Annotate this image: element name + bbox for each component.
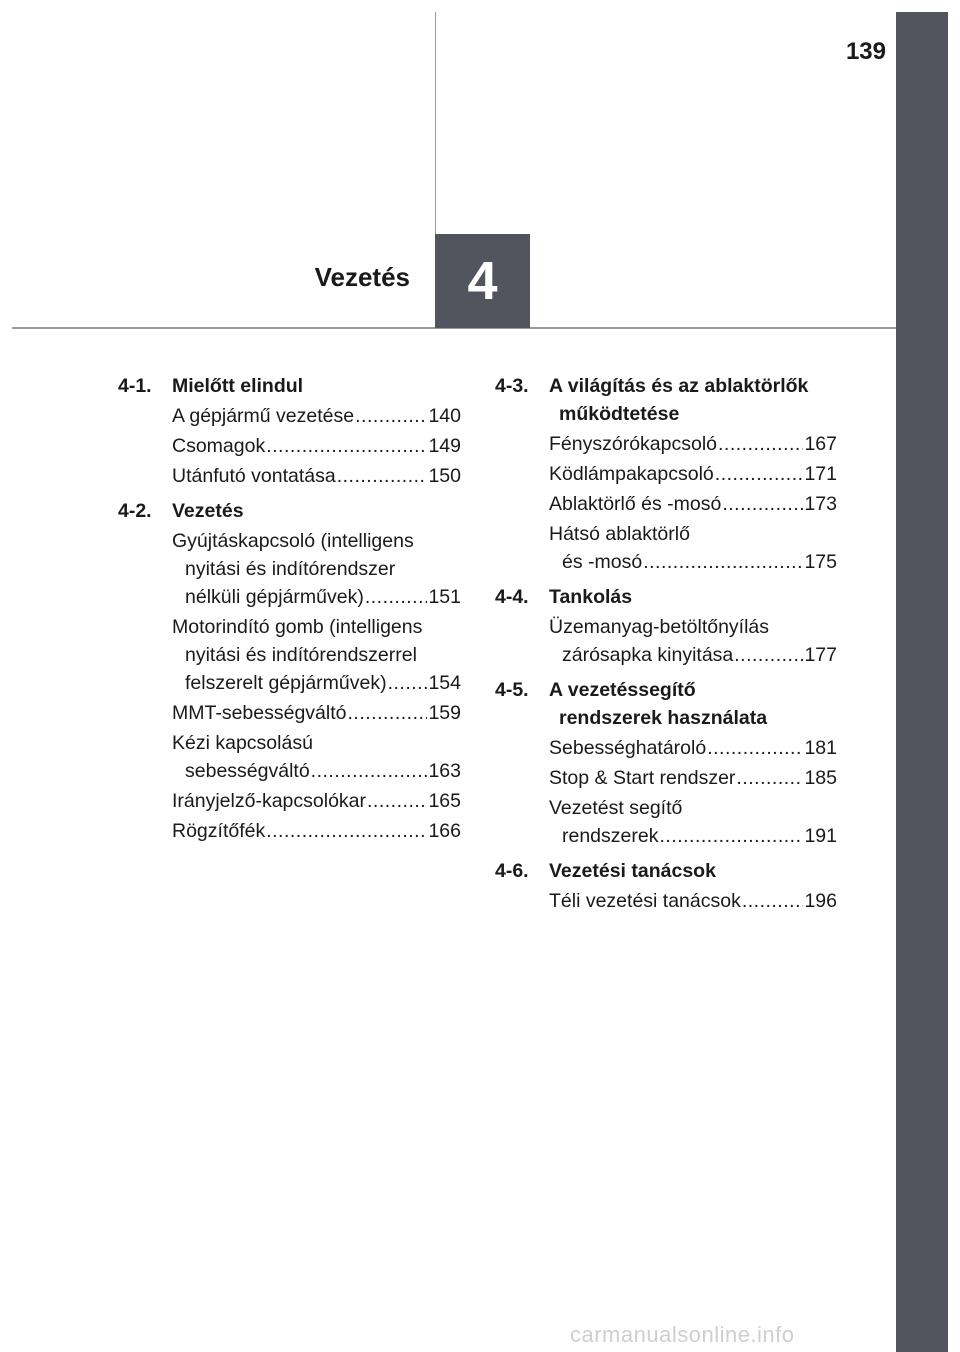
toc-column-right [495, 372, 837, 915]
section-title-line: Vezetés [172, 500, 244, 522]
toc-entry-last-line [172, 432, 461, 460]
toc-entry-title-line: nyitási és indítórendszerrel [185, 644, 417, 666]
toc-entry[interactable] [172, 613, 461, 697]
dot-leader [365, 583, 428, 611]
toc-entry-page: 196 [804, 890, 837, 912]
toc-entry-last-line [549, 887, 837, 915]
dot-leader [718, 430, 803, 458]
toc-entry-page: 185 [804, 767, 837, 789]
toc-entry-title-line: Vezetést segítő [549, 797, 683, 819]
toc-entry-title-line: Gyújtáskapcsoló (intelligens [172, 530, 414, 552]
page-number: 139 [845, 38, 886, 65]
toc-entry-title-line: Utánfutó vontatása [172, 465, 336, 487]
toc-entry-page: 191 [804, 825, 837, 847]
toc-entry-title-line: A gépjármű vezetése [172, 405, 355, 427]
toc-entry-title-line: Üzemanyag-betöltőnyílás [549, 616, 770, 638]
toc-entry[interactable] [172, 402, 461, 430]
toc-entry-title-line: Kézi kapcsolású [172, 732, 313, 754]
toc-entry[interactable] [172, 527, 461, 611]
dot-leader [388, 669, 428, 697]
toc-entry-title-line: rendszerek [562, 825, 659, 847]
toc-entry-page: 140 [428, 405, 461, 427]
toc-entry[interactable] [549, 430, 837, 458]
toc-entry-title-line: MMT-sebességváltó [172, 702, 347, 724]
toc-entry-title-line: Hátsó ablaktörlő [549, 523, 690, 545]
toc-entry-title-line: Motorindító gomb (intelligens [172, 616, 423, 638]
toc-entry-title-line: Téli vezetési tanácsok [549, 890, 741, 912]
toc-entry-last-line [172, 583, 461, 611]
toc-entry-title-line: zárósapka kinyitása [562, 644, 734, 666]
dot-leader [736, 764, 803, 792]
dot-leader [707, 734, 803, 762]
toc-entry[interactable] [172, 462, 461, 490]
toc-entry[interactable] [549, 887, 837, 915]
dot-leader [266, 432, 427, 460]
toc-entry-title-line: nyitási és indítórendszer [185, 558, 396, 580]
toc-entry-last-line [549, 734, 837, 762]
toc-entry-page: 165 [428, 790, 461, 812]
dot-leader [734, 641, 803, 669]
chapter-side-tab [896, 12, 948, 1352]
toc-entry[interactable] [549, 613, 837, 669]
section-title [549, 583, 837, 611]
dot-leader [347, 699, 427, 727]
toc-entry-page: 150 [428, 465, 461, 487]
dot-leader [715, 460, 804, 488]
toc-entry-page: 154 [428, 672, 461, 694]
toc-entry[interactable] [549, 734, 837, 762]
section-number: 4-1. [118, 375, 152, 397]
toc-entry-page: 173 [804, 493, 837, 515]
toc-entry-last-line [172, 669, 461, 697]
toc-entry-last-line [549, 764, 837, 792]
toc-entry-last-line [172, 787, 461, 815]
toc-entry-last-line [549, 641, 837, 669]
toc-entry-last-line [549, 430, 837, 458]
toc-entry-last-line [172, 462, 461, 490]
toc-entry-last-line [549, 822, 837, 850]
section-title-line: működtetése [559, 403, 680, 425]
section-title [172, 372, 461, 400]
toc-section-heading [495, 857, 837, 885]
toc-section-heading [495, 676, 837, 732]
chapter-number: 4 [467, 251, 498, 311]
toc-column-left [118, 372, 461, 845]
section-title [549, 372, 837, 428]
toc-entry[interactable] [172, 729, 461, 785]
toc-entry-last-line [549, 490, 837, 518]
toc-entry-title-line: Fényszórókapcsoló [549, 433, 717, 455]
toc-entry-title-line: nélküli gépjárművek) [185, 586, 364, 608]
toc-entry-title-line: Ködlámpakapcsoló [549, 463, 714, 485]
toc-entry-page: 177 [804, 644, 837, 666]
toc-entry-page: 159 [428, 702, 461, 724]
section-number: 4-5. [495, 679, 529, 701]
toc-entry-last-line [172, 699, 461, 727]
toc-entry[interactable] [549, 460, 837, 488]
section-title [172, 497, 461, 525]
toc-entry-title-line: sebességváltó [185, 760, 310, 782]
toc-entry[interactable] [172, 817, 461, 845]
toc-entry-title-line: felszerelt gépjárművek) [185, 672, 387, 694]
toc-entry-last-line [172, 402, 461, 430]
toc-entry-page: 175 [804, 551, 837, 573]
dot-leader [266, 817, 427, 845]
section-title-line: A világítás és az ablaktörlők [549, 375, 809, 397]
toc-entry[interactable] [172, 432, 461, 460]
dot-leader [659, 822, 803, 850]
section-number: 4-3. [495, 375, 529, 397]
chapter-title: Vezetés [314, 262, 410, 292]
toc-entry-last-line [172, 817, 461, 845]
dot-leader [742, 887, 804, 915]
toc-entry-page: 166 [428, 820, 461, 842]
toc-entry[interactable] [549, 764, 837, 792]
toc-entry-title-line: Csomagok [172, 435, 266, 457]
toc-entry[interactable] [172, 787, 461, 815]
toc-entry-last-line [549, 548, 837, 576]
dot-leader [722, 490, 803, 518]
section-number: 4-6. [495, 860, 529, 882]
chapter-number-box [435, 234, 530, 328]
toc-entry-page: 163 [428, 760, 461, 782]
watermark: carmanualsonline.info [570, 1322, 795, 1347]
section-title [549, 676, 837, 732]
toc-entry-last-line [549, 460, 837, 488]
section-title-line: rendszerek használata [559, 707, 768, 729]
toc-entry-title-line: Ablaktörlő és -mosó [549, 493, 722, 515]
dot-leader [367, 787, 427, 815]
section-title-line: Vezetési tanácsok [549, 860, 716, 882]
toc-section-heading [118, 497, 461, 525]
toc-entry-page: 181 [804, 737, 837, 759]
toc-entry[interactable] [549, 794, 837, 850]
toc-entry[interactable] [172, 699, 461, 727]
toc-entry[interactable] [549, 490, 837, 518]
section-title-line: Tankolás [549, 586, 633, 608]
toc-entry-title-line: Sebességhatároló [549, 737, 707, 759]
dot-leader [311, 757, 428, 785]
section-title [549, 857, 837, 885]
toc-entry-page: 167 [804, 433, 837, 455]
toc-entry[interactable] [549, 520, 837, 576]
section-title-line: Mielőtt elindul [172, 375, 304, 397]
toc-entry-page: 151 [428, 586, 461, 608]
section-number: 4-4. [495, 586, 529, 608]
toc-section-heading [495, 372, 837, 428]
toc-entry-title-line: Irányjelző-kapcsolókar [172, 790, 367, 812]
toc-entry-page: 149 [428, 435, 461, 457]
dot-leader [355, 402, 427, 430]
toc-section-heading [118, 372, 461, 400]
section-number: 4-2. [118, 500, 152, 522]
toc-entry-title-line: Rögzítőfék [172, 820, 266, 842]
toc-entry-page: 171 [804, 463, 837, 485]
dot-leader [643, 548, 803, 576]
toc-entry-title-line: Stop & Start rendszer [549, 767, 736, 789]
toc-entry-last-line [172, 757, 461, 785]
section-title-line: A vezetéssegítő [549, 679, 696, 701]
toc-section-heading [495, 583, 837, 611]
dot-leader [337, 462, 428, 490]
toc-entry-title-line: és -mosó [562, 551, 643, 573]
